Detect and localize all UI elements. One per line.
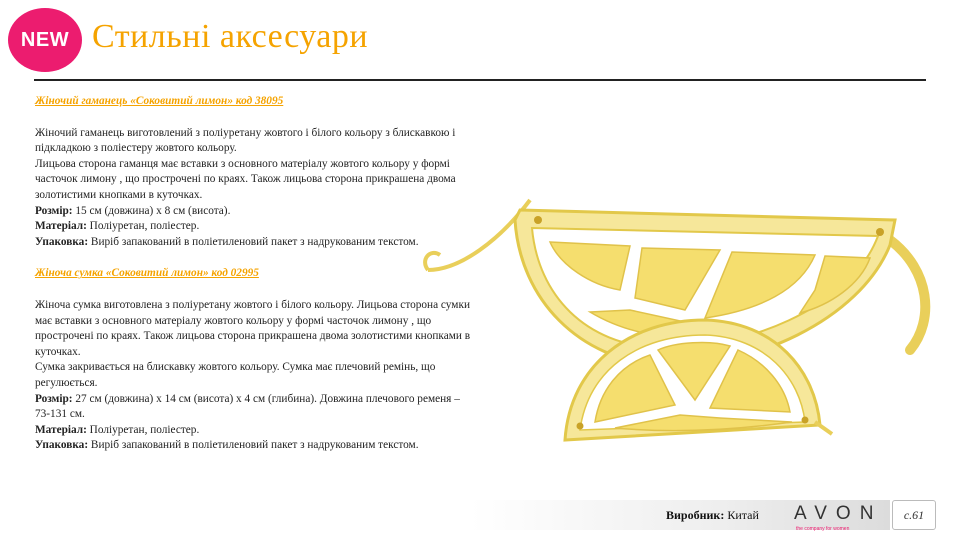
wallet-zipper-pull: [815, 422, 832, 434]
product1-material-value: Поліуретан, поліестер.: [86, 220, 200, 233]
product1-material: [35, 219, 475, 235]
product1-packaging: [35, 235, 475, 251]
manufacturer-label: Виробник:: [666, 508, 725, 522]
handbag-stud-left: [534, 216, 542, 224]
wallet-stud-left: [577, 423, 584, 430]
product-photo: [420, 150, 940, 450]
product2-material: [35, 423, 475, 439]
manufacturer: [666, 508, 759, 523]
bag-strap: [890, 240, 925, 350]
header-divider: [34, 79, 926, 81]
product-descriptions: [35, 94, 475, 454]
product1-title: Жіночий гаманець «Соковитий лимон» код 38095: [35, 95, 284, 107]
section-spacer: [35, 250, 475, 266]
avon-logo: AVON: [794, 503, 883, 524]
new-badge-label: NEW: [20, 28, 70, 51]
product2-size-value: 27 см (довжина) х 14 см (висота) х 4 см (глибина). Довжина плечового ременя – 73-131 см.: [35, 392, 460, 421]
product2-size: [35, 392, 475, 423]
product1-packaging-value: Виріб запакований в поліетиленовий пакет з надрукованим текстом.: [88, 235, 419, 248]
handbag-stud-right: [876, 228, 884, 236]
wallet-stud-right: [802, 417, 809, 424]
avon-tagline: the company for women: [796, 526, 850, 532]
product2-material-value: Поліуретан, поліестер.: [86, 423, 200, 436]
product1-description: Жіночий гаманець виготовлений з поліуретану жовтого і білого кольору з блискавкою і підкладкою з поліестеру жовтого кольору.: [35, 126, 456, 155]
product2-title: Жіноча сумка «Соковитий лимон» код 02995: [35, 267, 259, 280]
bag-wrist-strap: [428, 200, 530, 270]
lemon-bag-and-wallet-illustration: [420, 150, 940, 450]
manufacturer-value: Китай: [724, 508, 759, 522]
product1-material-label: Матеріал:: [35, 220, 87, 233]
product2-material-label: Матеріал:: [35, 423, 87, 436]
product1-packaging-label: Упаковка:: [35, 235, 89, 248]
product1-size-label: Розмір:: [35, 204, 73, 217]
product2-description: Жіноча сумка виготовлена з поліуретану жовтого і білого кольору. Лицьова сторона сумки має вставки з основного матеріалу жовтого кольору у формі часточок лимону , що прострочені по краях. Також лицьова сторона прикрашена двома золотистими кнопками в куточках.: [35, 298, 471, 358]
product1-description-2: Лицьова сторона гаманця має вставки з основного матеріалу жовтого кольору у формі часточок лимону , що прострочені по краях. Також лицьова сторона прикрашена двома золотистими кнопками в куточках.: [35, 157, 456, 201]
product2-size-label: Розмір:: [35, 392, 73, 405]
page-number: с.61: [892, 500, 936, 530]
new-badge: [8, 8, 82, 72]
product1-size: [35, 204, 475, 220]
product2-packaging: [35, 438, 475, 454]
product2-description-2: Сумка закривається на блискавку жовтого кольору. Сумка має плечовий ремінь, що регулюється.: [35, 361, 436, 389]
product2-packaging-value: Виріб запакований в поліетиленовий пакет з надрукованим текстом.: [88, 439, 419, 452]
product2-packaging-label: Упаковка:: [35, 439, 89, 452]
product1-size-value: 15 см (довжина) х 8 см (висота).: [72, 204, 231, 217]
page-title: Стильні аксесуари: [92, 18, 369, 55]
